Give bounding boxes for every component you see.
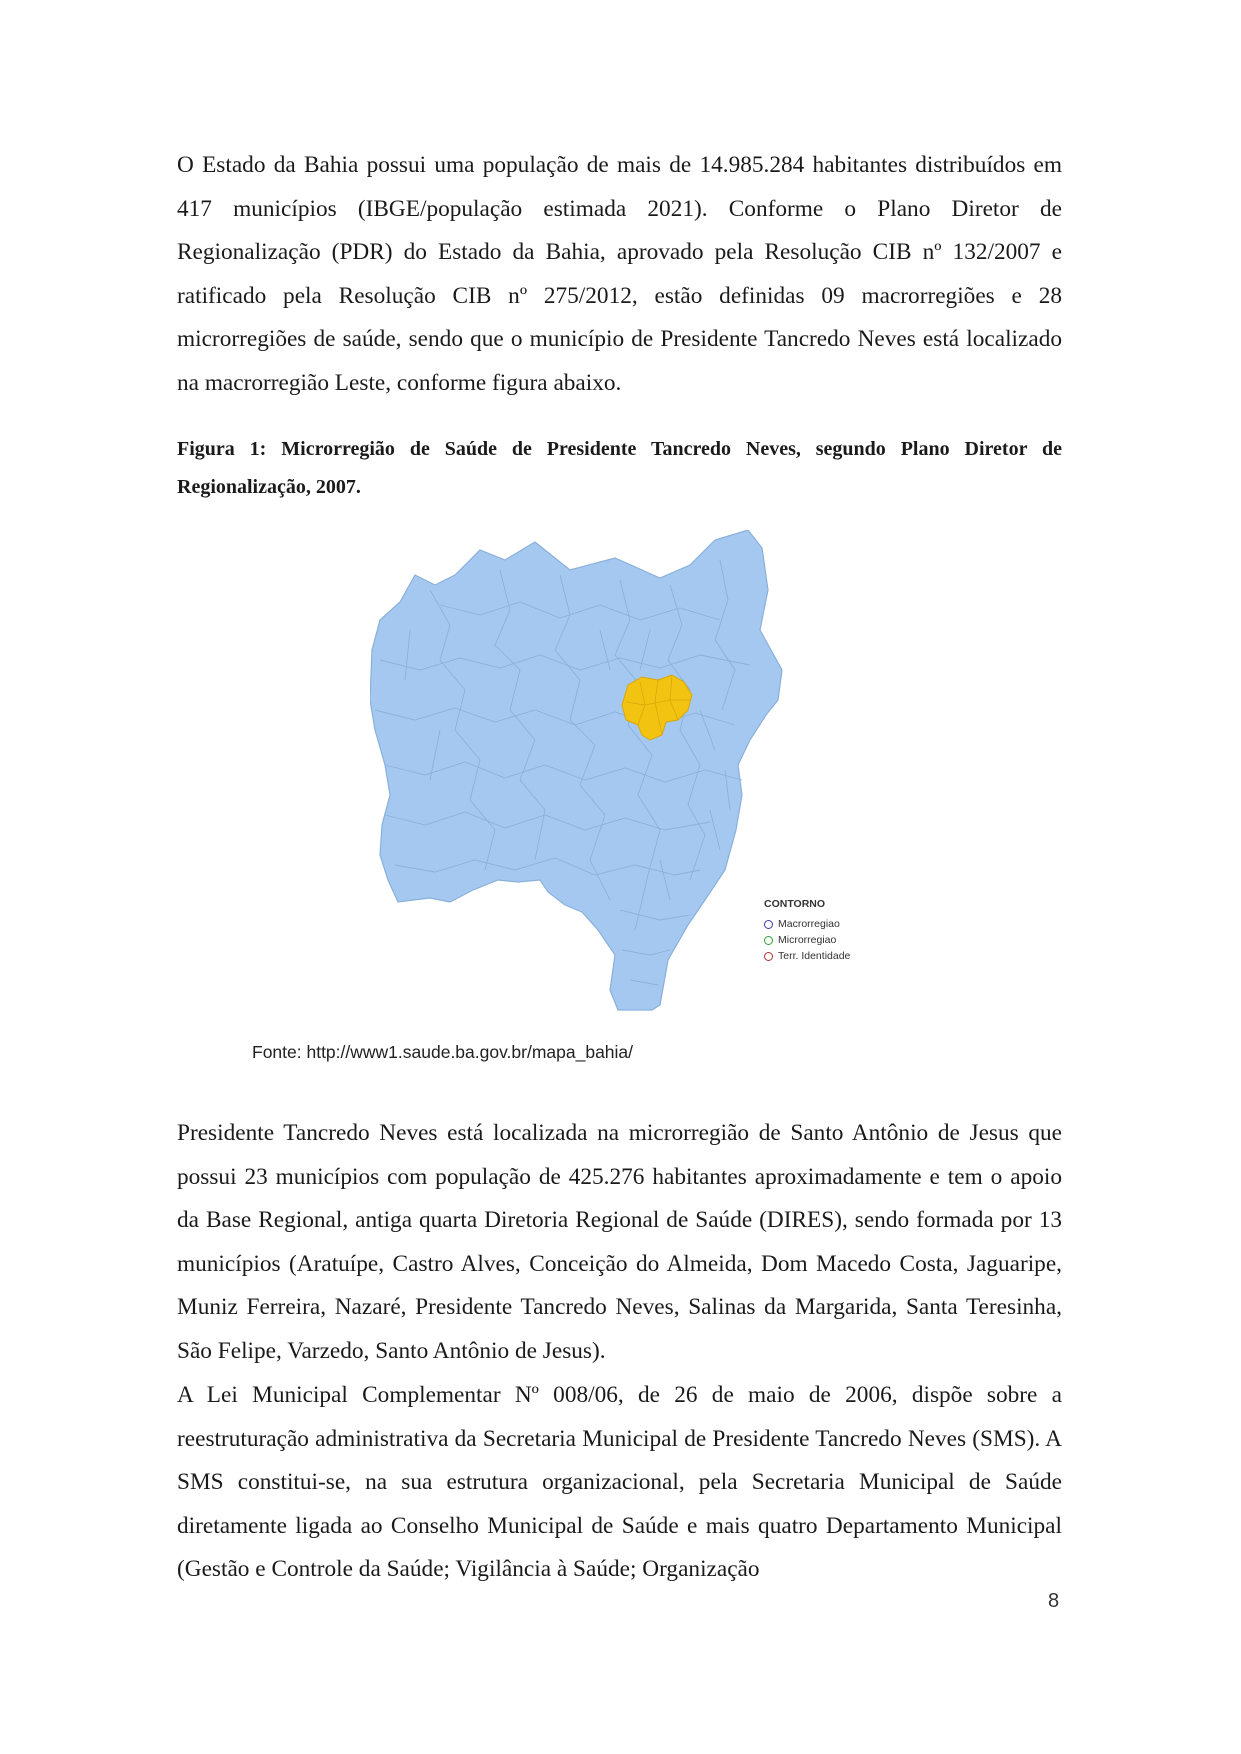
paragraph-lei: A Lei Municipal Complementar Nº 008/06, de 26 de maio de 2006, dispõe sobre a reestruturação administrativa da Secretaria Municipal de Presidente Tancredo Neves (SMS). A SMS constitui-se, na sua estrutura organizacional, pela Secretaria Municipal de Saúde diretamente ligada ao Conselho Municipal de Saúde e mais quatro Departamento Municipal (Gestão e Controle da Saúde; Vigilância à Saúde; Organização: [177, 1382, 1062, 1582]
legend-item-terr-identidade: [764, 948, 850, 964]
legend-item-macrorregiao: [764, 916, 850, 932]
legend-title: CONTORNO: [764, 898, 826, 910]
figure-source: Fonte: http://www1.saude.ba.gov.br/mapa_bahia/: [252, 1042, 634, 1062]
legend-label: Macrorregiao: [778, 918, 840, 930]
page-number: 8: [1048, 1590, 1060, 1612]
legend-label: Terr. Identidade: [778, 950, 851, 962]
paragraph-microrregiao: Presidente Tancredo Neves está localizada na microrregião de Santo Antônio de Jesus que possui 23 municípios com população de 425.276 habitantes aproximadamente e tem o apoio da Base Regional, antiga quarta Diretoria Regional de Saúde (DIRES), sendo formada por 13 municípios (Aratuípe, Castro Alves, Conceição do Almeida, Dom Macedo Costa, Jaguaripe, Muniz Ferreira, Nazaré, Presidente Tancredo Neves, Salinas da Margarida, Santa Teresinha, São Felipe, Varzedo, Santo Antônio de Jesus).: [177, 1120, 1062, 1364]
legend-circle-icon: [764, 936, 773, 945]
figure-caption: Figura 1: Microrregião de Saúde de Presidente Tancredo Neves, segundo Plano Diretor de Regionalização, 2007.: [177, 438, 1062, 498]
legend-label: Microrregiao: [778, 934, 837, 946]
legend-item-microrregiao: [764, 932, 850, 948]
paragraph-intro: O Estado da Bahia possui uma população de mais de 14.985.284 habitantes distribuídos em 417 municípios (IBGE/população estimada 2021). Conforme o Plano Diretor de Regionalização (PDR) do Estado da Bahia, aprovado pela Resolução CIB nº 132/2007 e ratificado pela Resolução CIB nº 275/2012, estão definidas 09 macrorregiões e 28 microrregiões de saúde, sendo que o município de Presidente Tancredo Neves está localizado na macrorregião Leste, conforme figura abaixo.: [177, 152, 1062, 396]
map-legend: [764, 898, 850, 964]
legend-circle-icon: [764, 920, 773, 929]
legend-circle-icon: [764, 952, 773, 961]
